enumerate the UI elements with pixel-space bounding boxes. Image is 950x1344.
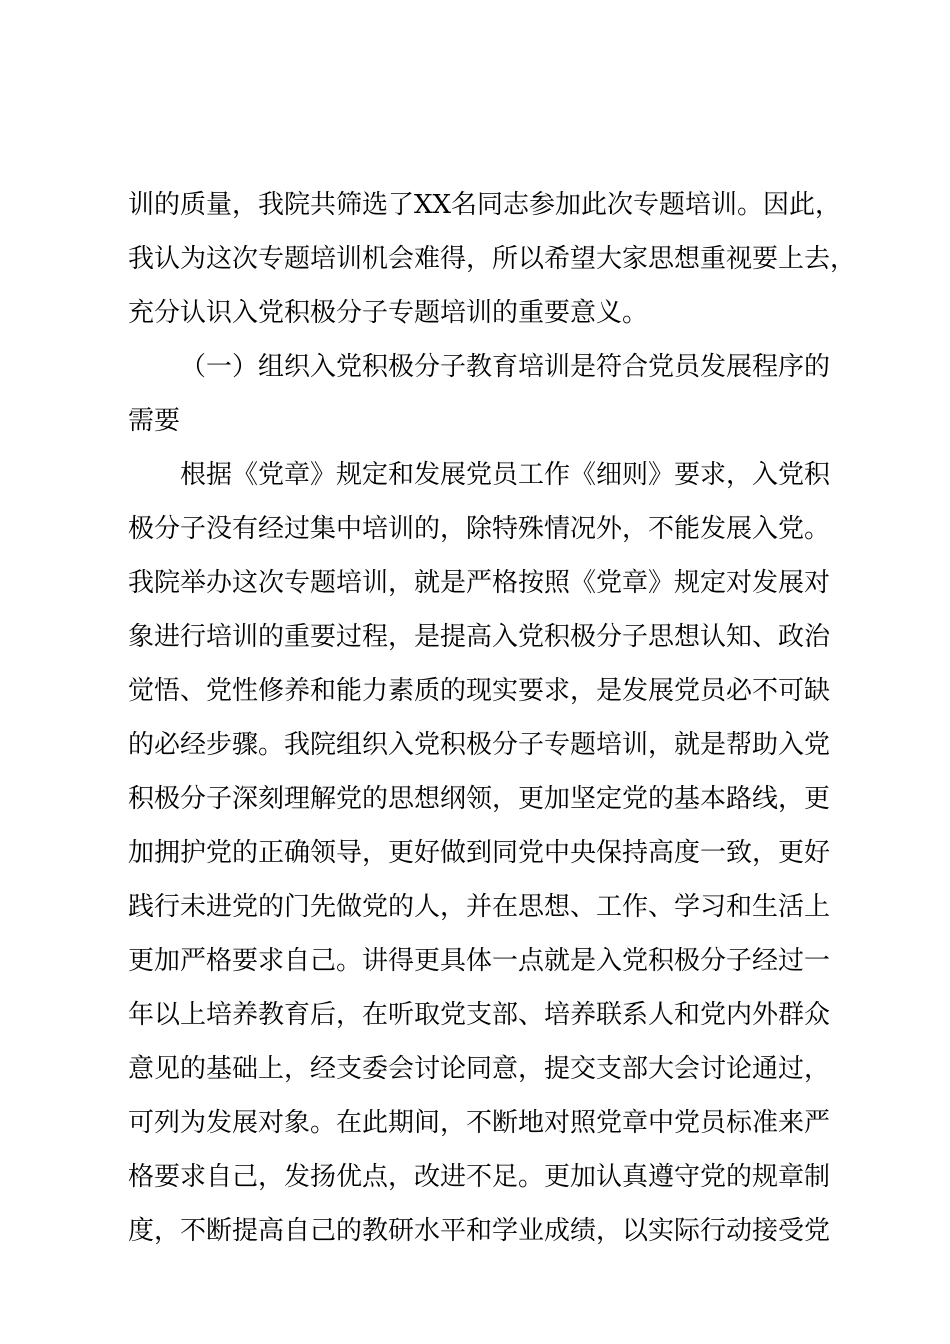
paragraph-line: 格要求自己，发扬优点，改进不足。更加认真遵守党的规章制 [128,1162,831,1192]
paragraph-line: 的必经步骤。我院组织入党积极分子专题培训，就是帮助入党 [128,730,831,760]
paragraph-line: 我认为这次专题培训机会难得，所以希望大家思想重视要上去， [128,244,857,274]
paragraph-line: 积极分子深刻理解党的思想纲领，更加坚定党的基本路线，更 [128,784,831,814]
section-heading-line: （一）组织入党积极分子教育培训是符合党员发展程序的 [180,352,831,382]
paragraph-line: 觉悟、党性修养和能力素质的现实要求，是发展党员必不可缺 [128,676,831,706]
paragraph-line: 充分认识入党积极分子专题培训的重要意义。 [128,298,649,328]
paragraph-line: 践行未进党的门先做党的人，并在思想、工作、学习和生活上 [128,892,831,922]
paragraph-line: 度，不断提高自己的教研水平和学业成绩，以实际行动接受党 [128,1216,831,1246]
paragraph-line: 加拥护党的正确领导，更好做到同党中央保持高度一致，更好 [128,838,831,868]
paragraph-line: 意见的基础上，经支委会讨论同意，提交支部大会讨论通过， [128,1054,831,1084]
paragraph-line: 更加严格要求自己。讲得更具体一点就是入党积极分子经过一 [128,946,831,976]
paragraph-line: 训的质量，我院共筛选了XX名同志参加此次专题培训。因此， [128,190,842,220]
paragraph-line: 我院举办这次专题培训，就是严格按照《党章》规定对发展对 [128,568,831,598]
paragraph-line: 极分子没有经过集中培训的，除特殊情况外，不能发展入党。 [128,514,831,544]
section-heading-line: 需要 [128,406,181,436]
paragraph-line: 象进行培训的重要过程，是提高入党积极分子思想认知、政治 [128,622,831,652]
paragraph-line: 可列为发展对象。在此期间，不断地对照党章中党员标准来严 [128,1108,831,1138]
paragraph-line: 根据《党章》规定和发展党员工作《细则》要求，入党积 [180,460,831,490]
paragraph-line: 年以上培养教育后，在听取党支部、培养联系人和党内外群众 [128,1000,831,1030]
